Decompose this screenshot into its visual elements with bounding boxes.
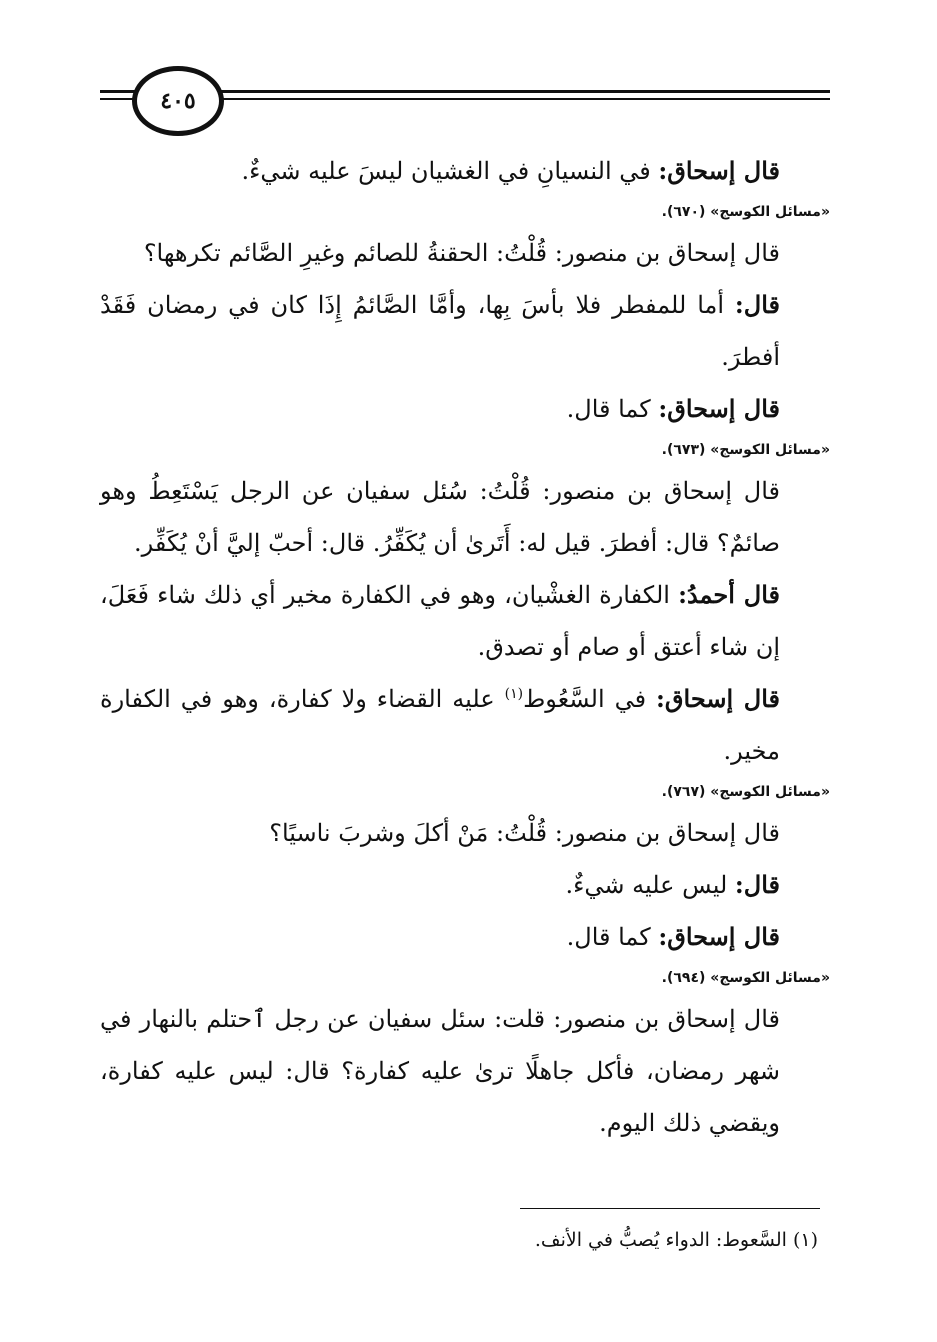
source-citation: «مسائل الكوسج» (٧٦٧). [661,784,830,800]
speaker-label: قال إسحاق: [658,156,780,185]
paragraph-text: كما قال. [566,395,659,423]
paragraph [100,859,830,911]
footnote-marker: (١) [504,686,524,702]
paragraph [100,911,830,963]
source-citation: «مسائل الكوسج» (٦٩٤). [661,970,830,986]
speaker-label: قال إسحاق: [658,394,780,423]
paragraph-text: عليه القضاء ولا كفارة، وهو في الكفارة مخير. [100,685,780,765]
main-text [100,145,830,1149]
paragraph-text: أما للمفطر فلا بأسَ بِها، وأمَّا الصَّائمُ إِذَا كان في رمضان فَقَدْ أفطرَ. [100,291,780,371]
speaker-label: قال: [734,870,780,899]
footnote: (١) السَّعوط: الدواء يُصبُّ في الأنف. [534,1229,818,1251]
source-citation: «مسائل الكوسج» (٦٧٠). [661,204,830,220]
speaker-label: قال أحمدُ: [678,580,780,609]
paragraph [100,383,830,435]
paragraph-text: كما قال. [566,923,659,951]
paragraph [100,279,830,383]
page-number-oval [132,66,224,136]
page-header [100,62,830,132]
paragraph-text: ليس عليه شيءٌ. [565,871,735,899]
paragraph-text: الكفارة الغشْيان، وهو في الكفارة مخير أي ذلك شاء فَعَلَ، إن شاء أعتق أو صام أو تصدق. [100,581,780,661]
paragraph: قال إسحاق بن منصور: قُلْتُ: مَنْ أكلَ وشربَ ناسيًا؟ [269,819,780,847]
paragraph: قال إسحاق بن منصور: قُلْتُ: سُئل سفيان عن الرجل يَسْتَعِطُ وهو صائمٌ؟ قال: أفطرَ. قيل له: أَتَرىٰ أن يُكَفِّرُ. قال: أحبّ إليَّ أنْ يُكَفِّر. [100,477,780,557]
paragraph [100,569,830,673]
speaker-label: قال: [734,290,780,319]
page-number: ٤٠٥ [160,88,196,114]
speaker-label: قال إسحاق: [658,922,780,951]
paragraph [100,673,830,777]
footnote-divider [520,1208,820,1209]
paragraph: قال إسحاق بن منصور: قُلْتُ: الحقنةُ للصائم وغيرِ الصَّائم تكرهها؟ [143,239,780,267]
paragraph-text: في النسيانِ في الغشيان ليسَ عليه شيءٌ. [241,157,659,185]
paragraph-text: في السَّعُوط [523,685,657,713]
paragraph: قال إسحاق بن منصور: قلت: سئل سفيان عن رجل ٱحتلم بالنهار في شهر رمضان، فأكل جاهلًا ترىٰ عليه كفارة؟ قال: ليس عليه كفارة، ويقضي ذلك اليوم. [100,1005,780,1137]
source-citation: «مسائل الكوسج» (٦٧٣). [661,442,830,458]
paragraph [100,145,830,197]
speaker-label: قال إسحاق: [656,684,781,713]
